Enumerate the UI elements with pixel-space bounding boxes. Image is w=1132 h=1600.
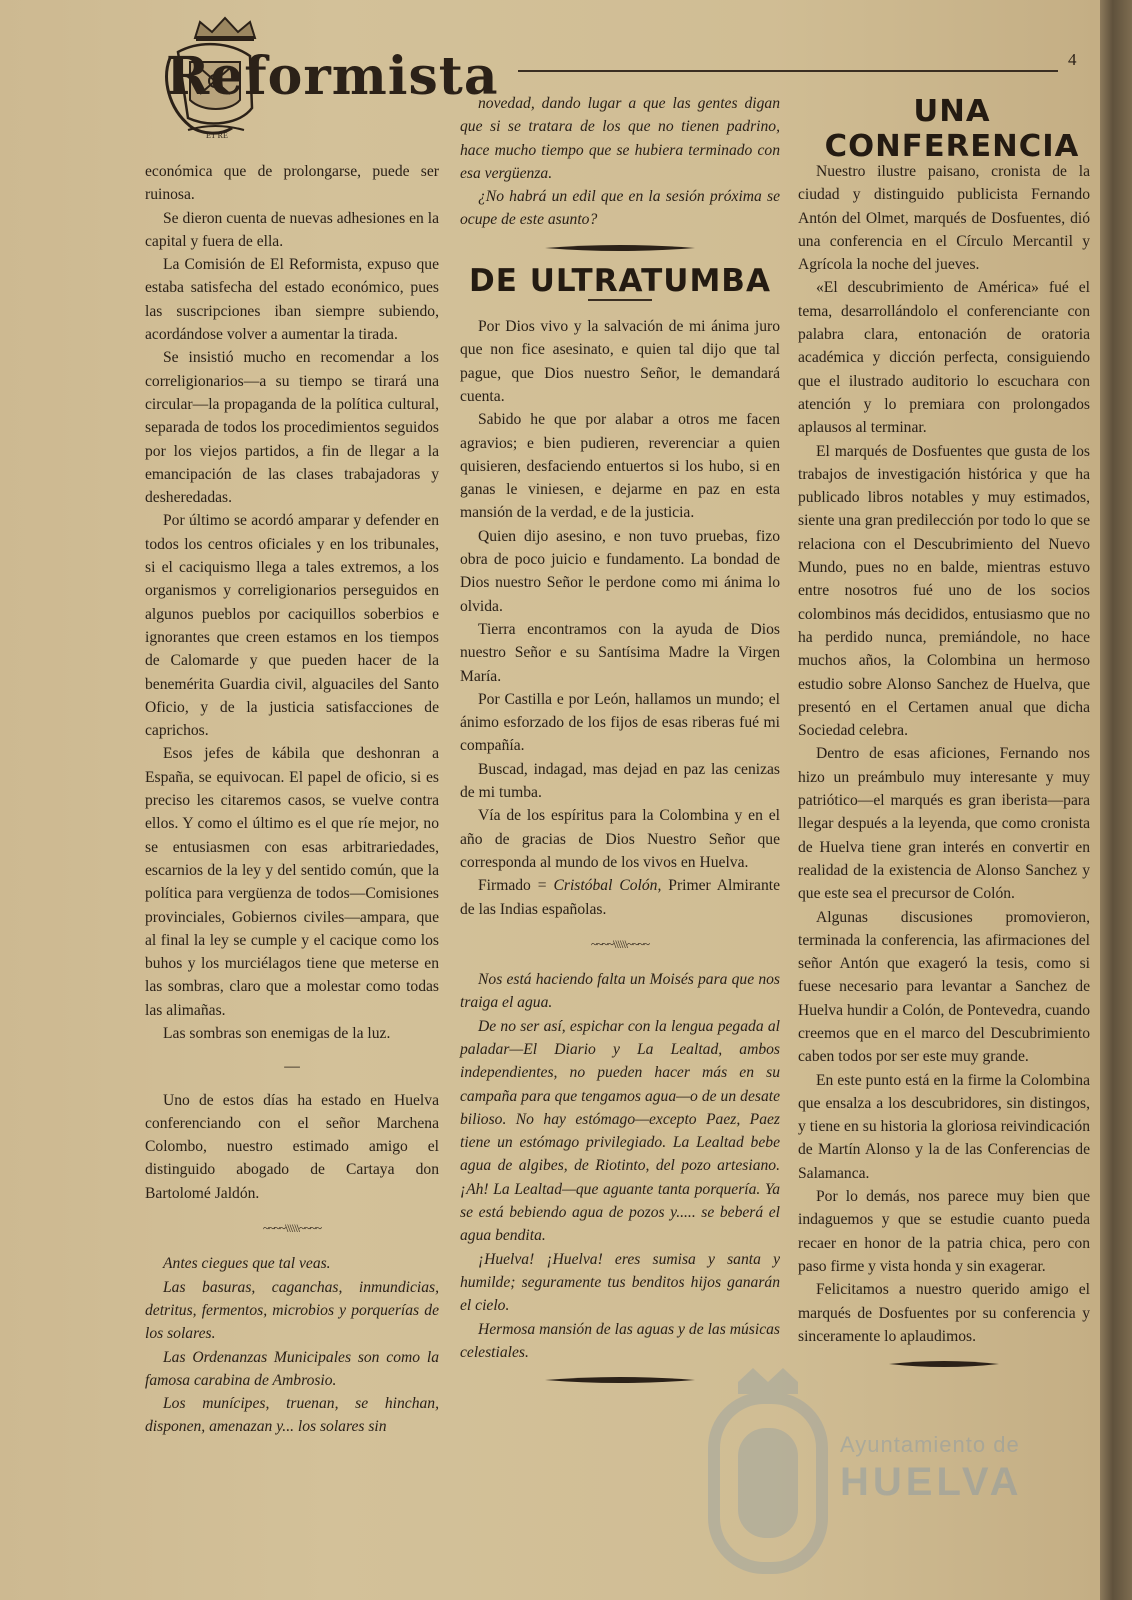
italic-paragraph: Nos está haciendo falta un Moisés para que nos traiga el agua. — [460, 971, 780, 1012]
swelled-rule — [545, 1376, 695, 1384]
swelled-rule — [889, 1360, 999, 1368]
header-rule — [518, 70, 1058, 72]
paragraph: Nuestro ilustre paisano, cronista de la ciudad y distinguido publicista Fernando Antón del Olmet, marqués de Dosfuentes, dió una conferencia en el Círculo Mercantil y Agrícola la noche del jueves. — [798, 163, 1090, 274]
paragraph: Por último se acordó amparar y defender en todos los centros oficiales y en los tribunales, si el caciquismo llega a tales extremos, a los organismos y correligionarios perseguidos en algunos pueblos por caciquillos soberbios e ignorantes que creen estamos en los tiempos de Calomarde y que pueden hacer de la benemérita Guardia civil, alguaciles del Santo Oficio, y de la justicia satisfacciones de caprichos. — [145, 512, 439, 740]
paragraph: Se dieron cuenta de nuevas adhesiones en la capital y fuera de ella. — [145, 209, 439, 250]
italic-paragraph: Las Ordenanzas Municipales son como la famosa carabina de Ambrosio. — [145, 1348, 439, 1389]
heading-de-ultratumba: DE ULTRATUMBA — [469, 262, 771, 299]
signature-name: Cristóbal Colón, — [553, 877, 662, 895]
paragraph: Algunas discusiones promovieron, terminada la conferencia, las afirmaciones del señor Antón que exageró la tesis, como si fuese necesario para levantar a Sanchez de Huelva hundir a Colón, de Pontevedra, cuando creemos que en el marco del Descubrimiento caben todos por ser este muy grande. — [798, 908, 1090, 1066]
italic-paragraph: novedad, dando lugar a que las gentes digan que si se tratara de los que no tienen padrino, hace mucho tiempo que se hubiera terminado con esa vergüenza. — [460, 95, 780, 182]
italic-paragraph: Los munícipes, truenan, se hinchan, disponen, amenazan y... los solares sin — [145, 1395, 439, 1436]
paragraph: Tierra encontramos con la ayuda de Dios nuestro Señor e su Santísima Madre la Virgen María. — [460, 620, 780, 685]
watermark-line-2: HUELVA — [840, 1460, 1023, 1504]
dash-separator: — — [284, 1058, 300, 1076]
news-note: Uno de estos días ha estado en Huelva conferenciando con el señor Marchena Colombo, nuestro estimado amigo el distinguido abogado de Cartaya don Bartolomé Jaldón. — [145, 1091, 439, 1202]
paragraph: En este punto está en la firme la Colombina que ensalza a los descubridores, sin distingos, y tiene en su historia la gloriosa reivindicación de Martín Alonso y la de las Conferencias de Salamanca. — [798, 1071, 1090, 1182]
heading-una-conferencia: UNA CONFERENCIA — [824, 94, 1080, 164]
page-number: 4 — [1068, 50, 1077, 69]
column-2 — [460, 92, 780, 1396]
masthead-title: Reformista — [166, 46, 499, 107]
italic-paragraph: Hermosa mansión de las aguas y de las músicas celestiales. — [460, 1320, 780, 1361]
crest-text: ET RE — [206, 131, 228, 138]
paragraph: La Comisión de El Reformista, expuso que estaba satisfecha del estado económico, pues las suscripciones iban siempre subiendo, acordándose volver a aumentar la tirada. — [145, 256, 439, 344]
italic-paragraph: De no ser así, espichar con la lengua pegada al paladar—El Diario y La Lealtad, ambos independientes, no pueden hacer más en su campaña para que tengamos agua—o de un desate bilioso. No hay estómago—excepto Paez, Paez tiene un estómago privilegiado. La Lealtad bebe agua de algibes, de Riotinto, del pozo artesiano. ¡Ah! La Lealtad—que aguante tanta porquería. Ya se está bebiendo agua de pozos y..... se beberá el agua bendita. — [460, 1017, 780, 1245]
paragraph: Se insistió mucho en recomendar a los correligionarios—a su tiempo se tirará una circular—la propaganda de la política cultural, separada de todos los procedimientos seguidos por los viejos partidos, a fin de llegar a la emancipación de las clases trabajadoras y desheredadas. — [145, 349, 439, 507]
italic-paragraph: Las basuras, caganchas, inmundicias, detritus, fermentos, microbios y porquerías de los solares. — [145, 1278, 439, 1343]
paragraph: «El descubrimiento de América» fué el tema, desarrollándolo el conferenciante con palabra clara, entonación de oratoria académica y dicción perfecta, consiguiendo que el ilustrado auditorio lo escuchara con atención y lo premiara con prolongados aplausos al terminar. — [798, 279, 1090, 437]
heading-rule — [588, 299, 652, 301]
masthead — [160, 14, 510, 140]
column-1 — [145, 160, 439, 1439]
huelva-coat-of-arms-icon — [708, 1368, 828, 1576]
watermark — [840, 1432, 1023, 1505]
signature — [460, 874, 780, 921]
crown-icon — [190, 14, 260, 42]
section-divider: ~~~~\\\\\\~~~~ — [263, 1221, 321, 1236]
page-edge — [1100, 0, 1132, 1600]
watermark-line-1: Ayuntamiento de — [840, 1432, 1020, 1457]
paragraph: Esos jefes de kábila que deshonran a España, se equivocan. El papel de oficio, si es preciso les citaremos casos, se vuelve contra ellos. Y como el último es el que ríe mejor, no se entusiasmen con esas arbitrariedades, escarnios de la ley y del sentido común, que la política para vergüenza de todos—Comisiones provinciales, Gobiernos civiles—ampara, que al final la ley se cumple y el cacique como los buhos y los murciélagos tiene que meterse en las sombras, claro que a molestar como todas las alimañas. — [145, 745, 439, 1019]
paragraph: Por Castilla e por León, hallamos un mundo; el ánimo esforzado de los fijos de esas riberas fué mi compañía. — [460, 690, 780, 755]
paragraph: El marqués de Dosfuentes que gusta de los trabajos de investigación histórica y que ha publicado libros notables y muy estimados, siente una gran predilección por todo lo que se relaciona con el Descubrimiento del Nuevo Mundo, pues no en balde, mientras estuvo entre nosotros fué uno de los socios colombinos más decididos, entusiasmo que no ha perdido nunca, premiándole, no hace muchos años, la Colombina un hermoso estudio sobre Alonso Sanchez de Huelva, que presentó en el Certamen anual que dicha Sociedad celebra. — [798, 442, 1090, 740]
swelled-rule — [545, 244, 695, 252]
paragraph: Dentro de esas aficiones, Fernando nos hizo un preámbulo muy interesante y muy patriótico—el marqués es gran iberista—para llegar después a la leyenda, que como cronista de Huelva tiene gran interés en convertir en realidad de la existencia de Alonso Sanchez y que este sea el precursor de Colón. — [798, 745, 1090, 903]
signature-prefix: Firmado = — [478, 877, 554, 895]
paragraph: Por lo demás, nos parece muy bien que indaguemos y que se estudie cuanto pueda recaer en honor de la patria chica, pero con paso firme y vista honda y sin exagerar. — [798, 1188, 1090, 1275]
paragraph: Quien dijo asesino, e non tuvo pruebas, fizo obra de poco juicio e fundamento. La bondad de Dios nuestro Señor le perdone como mi ánima lo olvida. — [460, 527, 780, 615]
paragraph: Buscad, indagad, mas dejad en paz las cenizas de mi tumba. — [460, 760, 780, 802]
signature-suffix: Primer Almirante de las Indias españolas. — [460, 877, 780, 918]
paragraph: Las sombras son enemigas de la luz. — [163, 1024, 391, 1042]
paragraph: Felicitamos a nuestro querido amigo el marqués de Dosfuentes por su conferencia y sinceramente lo aplaudimos. — [798, 1281, 1090, 1345]
paragraph: Vía de los espíritus para la Colombina y en el año de gracias de Dios Nuestro Señor que corresponda al mundo de los vivos en Huelva. — [460, 807, 780, 871]
section-divider: ~~~~\\\\\\~~~~ — [591, 936, 649, 951]
italic-paragraph: Antes ciegues que tal veas. — [163, 1255, 331, 1273]
paragraph: económica que de prolongarse, puede ser ruinosa. — [145, 163, 439, 204]
italic-paragraph: ¡Huelva! ¡Huelva! eres sumisa y santa y humilde; seguramente tus benditos hijos ganarán el cielo. — [460, 1250, 780, 1315]
column-3 — [798, 160, 1090, 1380]
paragraph: Sabido he que por alabar a otros me facen agravios; e bien pudieren, reverenciar a quien quisieren, desfaciendo entuertos si los hubo, si en ganas le viniesen, e dejarme en paz en esta mansión de la verdad, e de la justicia. — [460, 411, 780, 522]
paragraph: Por Dios vivo y la salvación de mi ánima juro que non fice asesinato, e quien tal dijo que tal pague, que Dios nuestro Señor, le demandará cuenta. — [460, 318, 780, 405]
italic-paragraph: ¿No habrá un edil que en la sesión próxima se ocupe de este asunto? — [460, 188, 780, 229]
